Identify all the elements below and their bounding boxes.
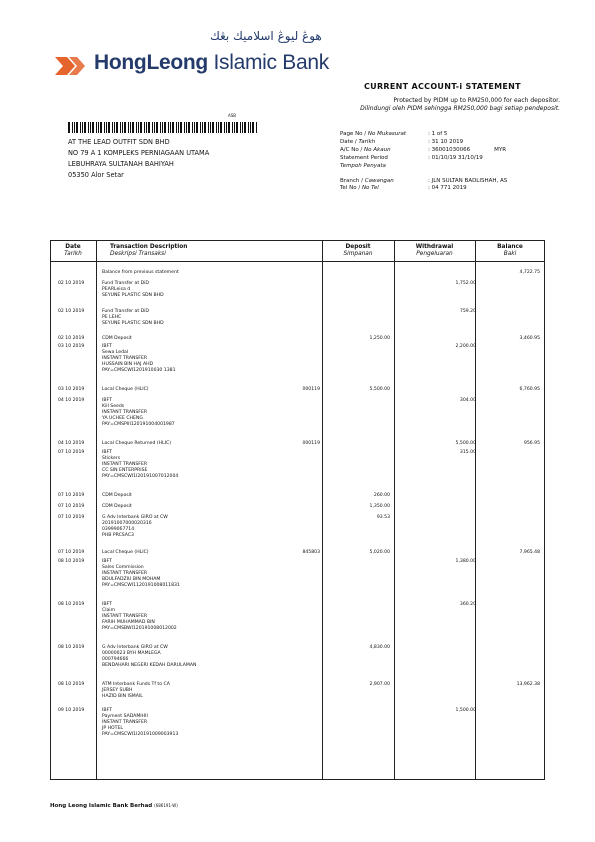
- info-label-my: Cawangan: [364, 177, 394, 184]
- bank-name-arabic: هوڠ ليوڠ اسلاميك بڠك: [210, 29, 322, 43]
- row-balance: 4,722.75: [519, 270, 540, 275]
- footer-reg: (686191-W): [154, 803, 178, 808]
- description-line: IBFT: [102, 708, 112, 713]
- branch-tel: 04 771 2019: [431, 185, 467, 192]
- bank-name-bold: HongLeong: [94, 51, 208, 74]
- row-balance: 7,965.48: [519, 550, 540, 555]
- description-line: Payment SADAMIHII: [102, 713, 148, 719]
- row-date: 09 10 2019: [58, 708, 85, 713]
- description-line: HAZID BIN ISMAIL: [102, 693, 143, 699]
- row-date: 07 10 2019: [58, 504, 85, 509]
- barcode: [68, 122, 258, 133]
- description-line: INSTANT TRANSFER: [102, 409, 148, 415]
- description-line: Local Cheque (HLIC): [102, 550, 149, 555]
- description-line: INSTANT TRANSFER: [102, 461, 148, 467]
- row-date: 02 10 2019: [58, 309, 85, 314]
- row-description: [102, 281, 164, 299]
- row-balance: 3,460.95: [519, 336, 540, 341]
- info-label-my: No Tel: [361, 185, 379, 192]
- description-line: HUSSAIN BIN HAJ AHD: [102, 361, 154, 367]
- row-date: 07 10 2019: [58, 550, 85, 555]
- row-description: [102, 645, 196, 669]
- row-description: [102, 602, 177, 632]
- description-line: G Adv Interbank GIRO at CW: [102, 515, 168, 520]
- description-line: PAY=CMSPIII120191004001987: [102, 421, 175, 427]
- row-description: [102, 309, 164, 327]
- row-description: [102, 441, 171, 447]
- row-description: [102, 682, 170, 700]
- info-label: Date: [340, 138, 354, 145]
- address-line: NO 79 A 1 KOMPLEKS PERNIAGAAN UTAMA: [68, 149, 210, 157]
- column-header-balance: Balance Baki: [497, 244, 523, 257]
- description-line: Sales Commission: [102, 564, 144, 570]
- row-description: [102, 515, 168, 539]
- row-deposit: 93.53: [376, 515, 390, 520]
- info-label: Page No: [340, 131, 363, 137]
- row-date: 02 10 2019: [58, 281, 85, 286]
- row-date: 04 10 2019: [58, 441, 85, 446]
- row-withdrawal: 5,500.00: [455, 441, 476, 446]
- description-line: PAY=CMSCWI1I20191009003913: [102, 731, 179, 737]
- row-withdrawal: 1,500.00: [455, 708, 476, 713]
- row-balance: 13,962.38: [516, 682, 540, 687]
- branch: JLN SULTAN BADLISHAH, AS: [431, 177, 508, 184]
- description-line: IBFT: [102, 398, 112, 403]
- address-line: 05350 Alor Setar: [68, 171, 124, 179]
- row-deposit: 2,907.00: [369, 682, 390, 687]
- bank-name-light: Islamic Bank: [213, 51, 329, 74]
- row-date: 08 10 2019: [58, 645, 85, 650]
- description-line: IBFT: [102, 344, 112, 349]
- row-withdrawal: 315.00: [459, 450, 476, 455]
- description-line: INSTANT TRANSFER: [102, 613, 148, 619]
- pidm-my: Dilindungi oleh PIDM sehingga RM250,000 bagi setiap pendeposit.: [360, 105, 560, 112]
- pidm-en: Protected by PIDM up to RM250,000 for each depositor.: [393, 97, 560, 104]
- page-number: 1 of 5: [431, 131, 448, 137]
- row-withdrawal: 759.20: [459, 309, 476, 314]
- statement-title: CURRENT ACCOUNT-i STATEMENT: [364, 82, 521, 91]
- description-line: 00000023 BYH MAMLEGA: [102, 650, 161, 656]
- description-line: Sewa Ledal: [102, 349, 129, 355]
- row-withdrawal: 360.20: [459, 602, 476, 607]
- info-label: Tel No: [340, 185, 357, 192]
- description-line: Balance from previous statement: [102, 270, 179, 275]
- description-line: 03999067714: [102, 526, 135, 532]
- row-reference: 000119: [302, 441, 320, 446]
- row-date: 07 10 2019: [58, 515, 85, 520]
- row-withdrawal: 1,380.00: [455, 559, 476, 564]
- info-label-my: Tarikh: [358, 138, 376, 145]
- description-line: IBFT: [102, 450, 112, 455]
- description-line: PAY=CMSCWI1120191008011831: [102, 582, 180, 588]
- footer-name: Hong Leong Islamic Bank Berhad: [50, 803, 153, 809]
- description-line: IBFT: [102, 559, 112, 564]
- info-labels: Page No / No Mukasurat Date / Tarikh A/C No / No Akaun Statement Period Tempoh Penyata Branch / Cawangan Tel No / No Tel: [340, 131, 407, 192]
- row-date: 07 10 2019: [58, 450, 85, 455]
- mailing-address: [68, 137, 209, 181]
- column-header-description: Transaction Description Deskripsi Transaksi: [110, 244, 188, 257]
- header-divider: [50, 261, 545, 262]
- column-header-deposit: Deposit Simpanan: [343, 244, 373, 257]
- description-line: CDM Deposit: [102, 504, 132, 509]
- description-line: Fund Transfer at DiD: [102, 281, 149, 286]
- account-number: 36001030066: [431, 146, 471, 153]
- description-line: 000794666: [102, 656, 129, 662]
- description-line: INSTANT TRANSFER: [102, 355, 148, 361]
- row-deposit: 260.00: [373, 493, 390, 498]
- row-description: [102, 270, 179, 276]
- description-line: PAY=CMSCWI1201910030 1381: [102, 367, 176, 373]
- description-line: PE LEHC: [102, 314, 122, 320]
- column-divider: [475, 240, 476, 780]
- description-line: Local Cheque Returned (HLIC): [102, 441, 172, 446]
- row-date: 03 10 2019: [58, 387, 85, 392]
- row-withdrawal: 1,752.00: [455, 281, 476, 286]
- row-description: [102, 559, 180, 589]
- row-date: 08 10 2019: [58, 602, 85, 607]
- row-description: [102, 336, 132, 342]
- row-description: [102, 708, 178, 738]
- description-line: INSTANT TRANSFER: [102, 719, 148, 725]
- info-label: Statement Period: [340, 154, 388, 161]
- description-line: Fund Transfer at DiD: [102, 309, 149, 314]
- row-description: [102, 450, 178, 480]
- description-line: Local Cheque (HLIC): [102, 387, 149, 392]
- row-deposit: 5,500.00: [369, 387, 390, 392]
- description-line: BENDAHARI NEGERI KEDAH DARULAMAN: [102, 662, 197, 668]
- column-header-date: Date Tarikh: [64, 244, 82, 257]
- info-label-my: Tempoh Penyata: [340, 162, 386, 169]
- description-line: SEYUNE PLASTIC SDN BHD: [102, 320, 164, 326]
- currency: MYR: [494, 146, 507, 153]
- info-label: Branch: [340, 177, 360, 184]
- row-deposit: 5,020.00: [369, 550, 390, 555]
- row-description: [102, 550, 149, 556]
- address-line: AT THE LEAD OUTFIT SDN BHD: [68, 138, 170, 146]
- bank-name: [94, 51, 329, 75]
- description-line: PEARLeisa d: [102, 286, 131, 292]
- row-date: 03 10 2019: [58, 344, 85, 349]
- column-divider: [394, 240, 395, 780]
- description-line: PAY=CMSCWI1I20191007012004: [102, 473, 179, 479]
- row-date: 04 10 2019: [58, 398, 85, 403]
- column-divider: [322, 240, 323, 780]
- row-deposit: 1,250.00: [369, 336, 390, 341]
- description-line: 20191007000020316: [102, 520, 152, 526]
- row-description: [102, 493, 132, 499]
- row-balance: 956.95: [523, 441, 540, 446]
- row-balance: 6,760.95: [519, 387, 540, 392]
- info-label-my: No Mukasurat: [367, 131, 407, 137]
- row-description: [102, 387, 149, 393]
- row-deposit: 1,350.00: [369, 504, 390, 509]
- row-deposit: 4,830.00: [369, 645, 390, 650]
- description-line: YA UCHEE CHENG: [102, 415, 143, 421]
- description-line: SEYUNE PLASTIC SDN BHD: [102, 292, 164, 298]
- info-label-my: No Akaun: [364, 146, 391, 153]
- row-withdrawal: 304.00: [459, 398, 476, 403]
- description-line: JERSEY SUBH: [102, 687, 133, 693]
- address-code: ASB: [228, 113, 237, 118]
- row-description: [102, 344, 176, 374]
- row-description: [102, 504, 132, 510]
- row-date: 02 10 2019: [58, 336, 85, 341]
- description-line: BDULFADZIU BIN MOHAM: [102, 576, 161, 582]
- description-line: CDM Deposit: [102, 493, 132, 498]
- row-date: 08 10 2019: [58, 682, 85, 687]
- pidm-notice: [310, 97, 560, 113]
- description-line: INSTANT TRANSFER: [102, 570, 148, 576]
- info-label: A/C No: [340, 146, 359, 153]
- statement-date: 31 10 2019: [431, 138, 464, 145]
- row-description: [102, 398, 175, 428]
- bank-logo-icon: [55, 53, 89, 79]
- row-withdrawal: 2,200.00: [455, 344, 476, 349]
- row-reference: 000119: [302, 387, 320, 392]
- description-line: IBFT: [102, 602, 112, 607]
- column-header-withdrawal: Withdrawal Pengeluaran: [415, 244, 454, 257]
- info-values: : 1 of 5 : 31 10 2019 : 36001030066 MYR : 01/10/19 31/10/19 : JLN SULTAN BADLISHAH, AS : 04 771 2019: [428, 131, 508, 192]
- description-line: ATM Interbank Funds Tf to CA: [102, 682, 170, 687]
- statement-period: 01/10/19 31/10/19: [431, 154, 483, 161]
- description-line: Stickers: [102, 455, 121, 461]
- description-line: Claim: [102, 607, 116, 613]
- row-reference: 845803: [302, 550, 320, 555]
- description-line: Kill Seeds: [102, 403, 125, 409]
- column-divider: [96, 240, 97, 780]
- footer-bank-name: [50, 803, 178, 809]
- description-line: CC SIN ENTERPRISE: [102, 467, 148, 473]
- row-date: 08 10 2019: [58, 559, 85, 564]
- address-line: LEBUHRAYA SULTANAH BAHIYAH: [68, 160, 174, 168]
- description-line: FARIH MUHAMMAD BIN: [102, 619, 155, 625]
- description-line: PHB PRCSAC3: [102, 532, 134, 538]
- description-line: CDM Deposit: [102, 336, 132, 341]
- description-line: PAY=CMSBWI120191008012002: [102, 625, 177, 631]
- row-date: 07 10 2019: [58, 493, 85, 498]
- description-line: JP HOTEL: [102, 725, 123, 731]
- description-line: G Adv Interbank GIRO at CW: [102, 645, 168, 650]
